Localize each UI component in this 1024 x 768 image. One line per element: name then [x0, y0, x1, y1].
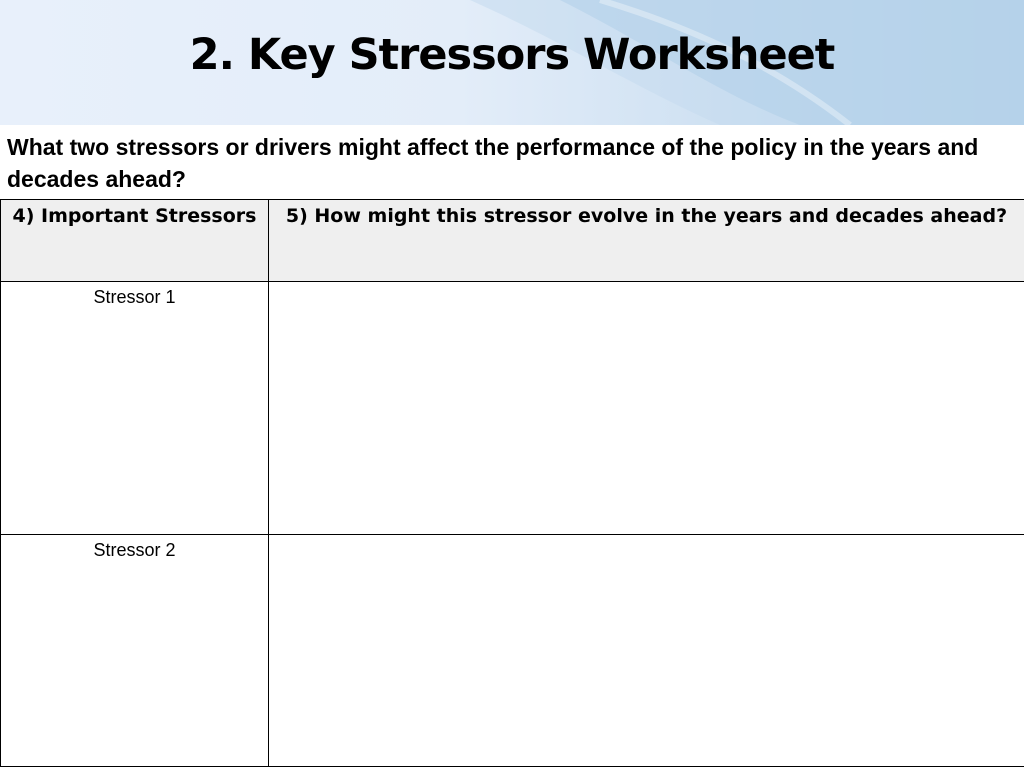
page-title: 2. Key Stressors Worksheet	[189, 30, 835, 80]
stressor-2-label: Stressor 2	[93, 540, 176, 560]
table-header-row	[1, 200, 1024, 282]
header-important-stressors: 4) Important Stressors	[1, 200, 269, 282]
stressor-1-label: Stressor 1	[93, 287, 176, 307]
stressor-1-response-cell[interactable]	[269, 282, 1024, 535]
table-row	[1, 535, 1024, 767]
stressor-2-cell	[1, 535, 269, 767]
stressor-1-cell	[1, 282, 269, 535]
worksheet-question: What two stressors or drivers might affect the performance of the policy in the years and decades ahead?	[7, 134, 979, 192]
table-row	[1, 282, 1024, 535]
title-banner	[0, 0, 1024, 125]
stressors-table	[0, 199, 1024, 767]
stressor-2-response-cell[interactable]	[269, 535, 1024, 767]
header-stressor-evolution: 5) How might this stressor evolve in the years and decades ahead?	[269, 200, 1024, 282]
stressor-2-response[interactable]	[269, 535, 1024, 766]
stressor-1-response[interactable]	[269, 282, 1024, 534]
